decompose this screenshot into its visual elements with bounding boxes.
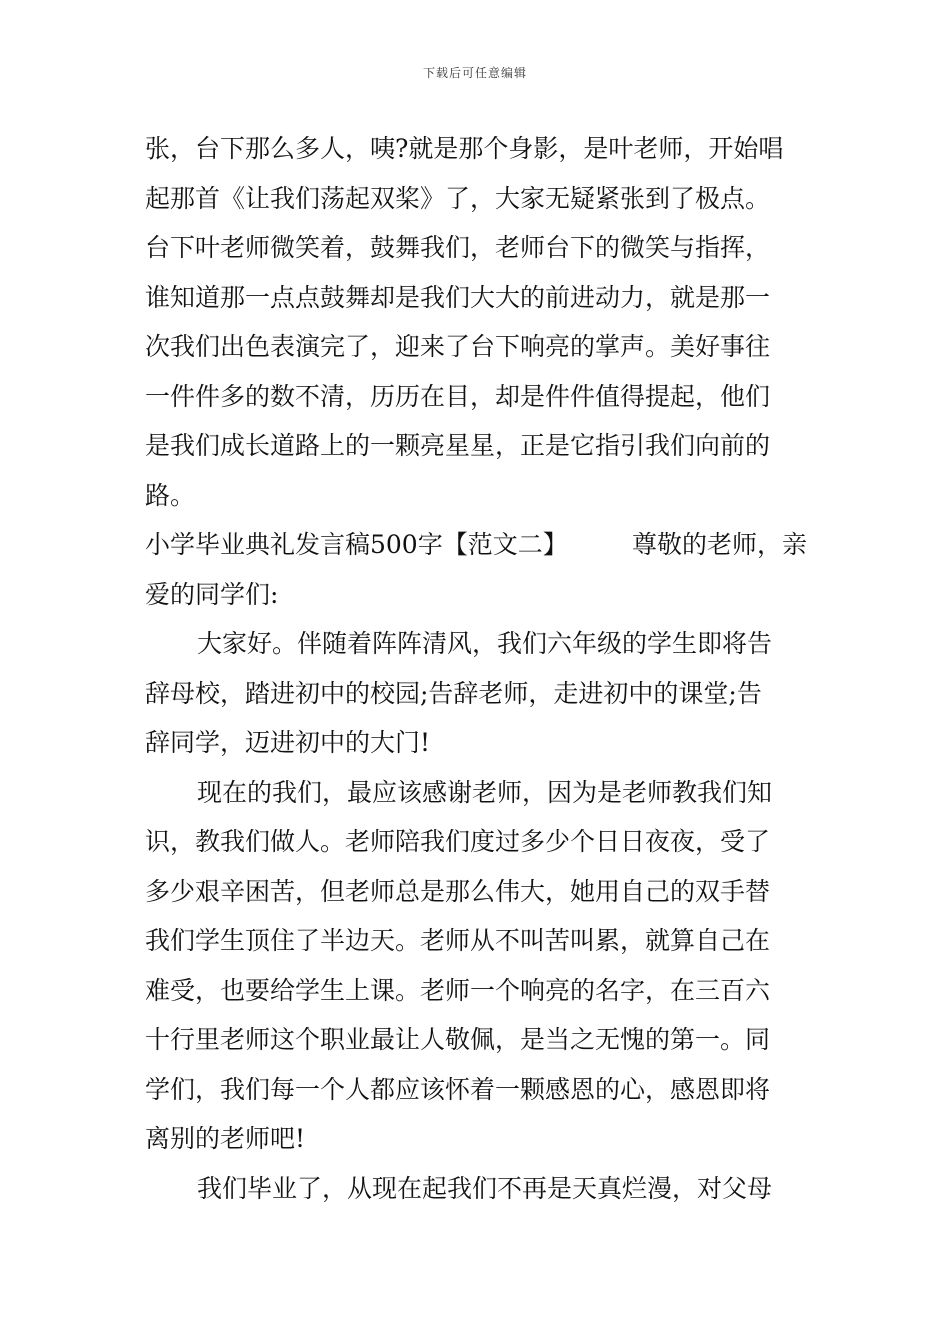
paragraph-2-line: 学们，我们每一个人都应该怀着一颗感恩的心，感恩即将 [145, 1074, 771, 1104]
section-title: 小学毕业典礼发言稿500字【范文二】 [145, 530, 568, 559]
paragraph-2-line: 离别的老师吧! [145, 1124, 306, 1153]
salutation-start: 尊敬的老师，亲 [631, 530, 807, 559]
section-heading [145, 520, 807, 570]
paragraph-1-line: 大家好。伴随着阵阵清风，我们六年级的学生即将告 [197, 629, 773, 658]
paragraph-2-line: 十行里老师这个职业最让人敬佩，是当之无愧的第一。同 [145, 1025, 771, 1054]
paragraph-2-line: 识，教我们做人。老师陪我们度过多少个日日夜夜，受了 [145, 827, 771, 856]
paragraph-2-line: 多少艰辛困苦，但老师总是那么伟大，她用自己的双手替 [145, 876, 771, 906]
page-header-note: 下载后可任意编辑 [422, 66, 527, 80]
paragraph-1-line: 辞母校，踏进初中的校园;告辞老师，走进初中的课堂;告 [145, 678, 762, 708]
text-line: 谁知道那一点点鼓舞却是我们大大的前进动力，就是那一 [145, 282, 771, 312]
document-body [145, 124, 807, 1213]
text-line: 次我们出色表演完了，迎来了台下响亮的掌声。美好事往 [145, 332, 771, 361]
paragraph-2-line: 现在的我们，最应该感谢老师，因为是老师教我们知 [197, 777, 773, 807]
salutation-end: 爱的同学们: [145, 579, 279, 609]
text-line: 张，台下那么多人，咦?就是那个身影，是叶老师，开始唱 [145, 134, 784, 163]
paragraph-2-line: 我们学生顶住了半边天。老师从不叫苦叫累，就算自己在 [145, 926, 771, 955]
text-line: 起那首《让我们荡起双桨》了，大家无疑紧张到了极点。 [145, 183, 771, 213]
paragraph-1-line: 辞同学，迈进初中的大门! [145, 728, 431, 757]
paragraph-2-line: 难受，也要给学生上课。老师一个响亮的名字，在三百六 [145, 975, 771, 1005]
text-line: 一件件多的数不清，历历在目，却是件件值得提起，他们 [145, 381, 771, 411]
paragraph-3-line: 我们毕业了，从现在起我们不再是天真烂漫，对父母 [197, 1173, 773, 1203]
text-line: 是我们成长道路上的一颗亮星星，正是它指引我们向前的 [145, 431, 771, 460]
text-line: 路。 [145, 480, 196, 510]
text-line: 台下叶老师微笑着，鼓舞我们，老师台下的微笑与指挥， [145, 233, 771, 262]
